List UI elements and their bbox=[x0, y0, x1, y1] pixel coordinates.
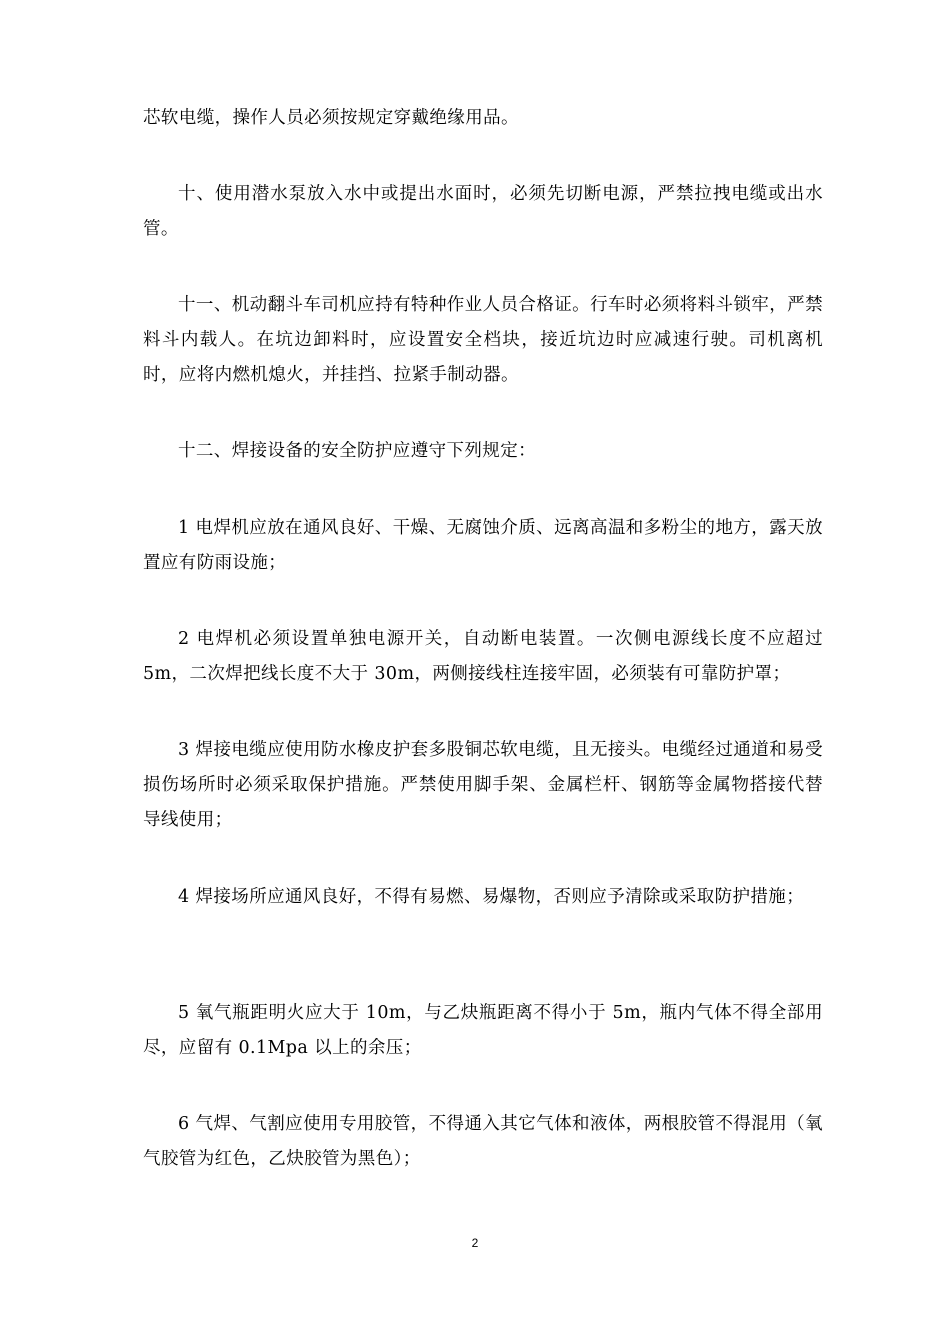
paragraph-rule-1: 1 电焊机应放在通风良好、干燥、无腐蚀介质、远离高温和多粉尘的地方，露天放置应有防雨设施； bbox=[143, 518, 823, 573]
paragraph-continuation: 芯软电缆，操作人员必须按规定穿戴绝缘用品。 bbox=[143, 108, 519, 128]
paragraph-rule-4: 4 焊接场所应通风良好，不得有易燃、易爆物，否则应予清除或采取防护措施； bbox=[178, 887, 805, 907]
paragraph-rule-3: 3 焊接电缆应使用防水橡皮护套多股铜芯软电缆，且无接头。电缆经过通道和易受损伤场所时必须采取保护措施。严禁使用脚手架、金属栏杆、钢筋等金属物搭接代替导线使用； bbox=[143, 740, 823, 830]
page-number: 2 bbox=[471, 1236, 479, 1250]
paragraph-rule-5: 5 氧气瓶距明火应大于 10m，与乙炔瓶距离不得小于 5m，瓶内气体不得全部用尽，应留有 0.1Mpa 以上的余压； bbox=[143, 1003, 823, 1058]
paragraph-rule-6: 6 气焊、气割应使用专用胶管，不得通入其它气体和液体，两根胶管不得混用（氧气胶管为红色，乙炔胶管为黑色）； bbox=[143, 1114, 823, 1169]
paragraph-rule-2: 2 电焊机必须设置单独电源开关，自动断电装置。一次侧电源线长度不应超过 5m，二次焊把线长度不大于 30m，两侧接线柱连接牢固，必须装有可靠防护罩； bbox=[143, 629, 823, 684]
paragraph-item-11: 十一、机动翻斗车司机应持有特种作业人员合格证。行车时必须将料斗锁牢，严禁料斗内载人。在坑边卸料时，应设置安全档块，接近坑边时应减速行驶。司机离机时，应将内燃机熄火，并挂挡、拉紧手制动器。 bbox=[143, 295, 823, 385]
paragraph-item-10: 十、使用潜水泵放入水中或提出水面时，必须先切断电源，严禁拉拽电缆或出水管。 bbox=[143, 184, 823, 239]
paragraph-item-12: 十二、焊接设备的安全防护应遵守下列规定： bbox=[178, 441, 536, 461]
